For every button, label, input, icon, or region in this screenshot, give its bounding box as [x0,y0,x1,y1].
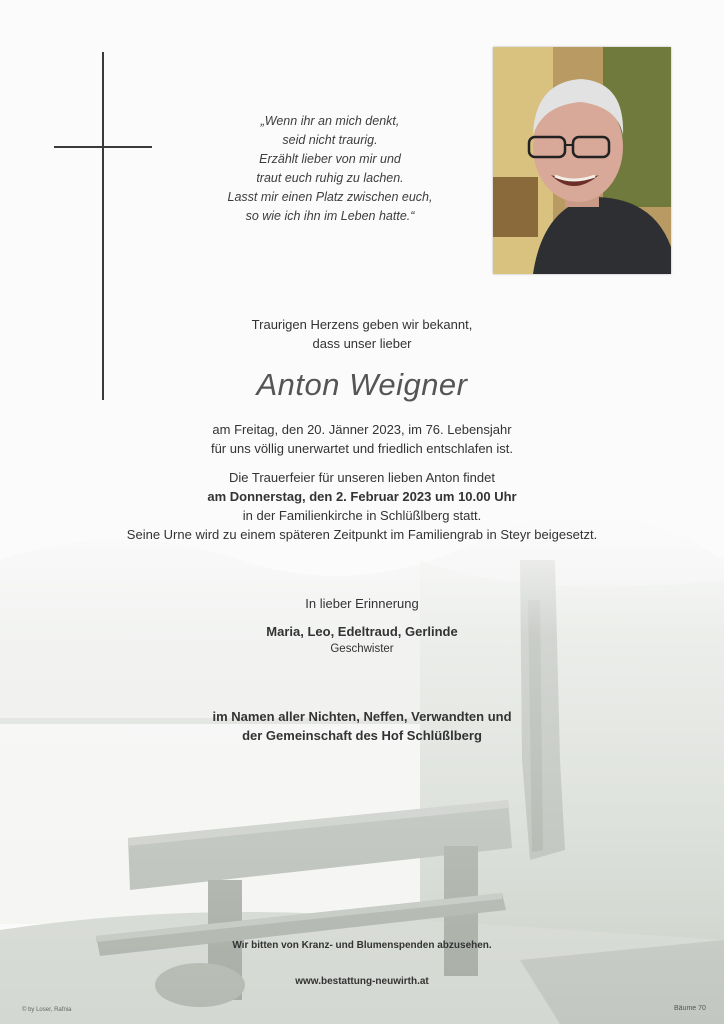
mourners-names: Maria, Leo, Edeltraud, Gerlinde [266,624,458,639]
quote-line: Erzählt lieber von mir und [259,152,401,166]
ceremony-line: Die Trauerfeier für unseren lieben Anton findet [229,470,495,485]
behalf-line: der Gemeinschaft des Hof Schlüßlberg [242,728,482,743]
template-label: Bäume 70 [674,1005,706,1012]
website-link[interactable]: www.bestattung-neuwirth.at [295,976,429,987]
photo-credit: © by Loser, Rafnia [22,1007,72,1013]
quote-line: seid nicht traurig. [282,133,378,147]
ceremony-line: in der Familienkirche in Schlüßlberg statt. [242,508,482,523]
portrait-photo [493,47,671,274]
quote-line: „Wenn ihr an mich denkt, [260,114,400,128]
cross-horizontal-bar [54,146,152,148]
quote-line: traut euch ruhig zu lachen. [256,171,404,185]
behalf-line: im Namen aller Nichten, Neffen, Verwandten und [212,709,512,724]
memory-heading: In lieber Erinnerung [305,596,419,611]
mourners-relation: Geschwister [330,643,394,655]
on-behalf-of [0,707,724,745]
ceremony-line: Seine Urne wird zu einem späteren Zeitpunkt im Familiengrab in Steyr beigesetzt. [126,527,598,542]
intro-line: Traurigen Herzens geben wir bekannt, [251,317,473,332]
donation-request: Wir bitten von Kranz- und Blumenspenden abzusehen. [232,940,492,951]
quote-line: so wie ich ihn im Leben hatte.“ [245,209,415,223]
death-details [0,420,724,458]
ceremony-details [0,468,724,544]
death-line: für uns völlig unerwartet und friedlich entschlafen ist. [210,441,514,456]
ceremony-date: am Donnerstag, den 2. Februar 2023 um 10.00 Uhr [207,489,517,504]
deceased-name: Anton Weigner [256,367,468,402]
death-line: am Freitag, den 20. Jänner 2023, im 76. Lebensjahr [212,422,512,437]
quote-line: Lasst mir einen Platz zwischen euch, [227,190,433,204]
intro-line: dass unser lieber [312,336,412,351]
announcement-intro [0,315,724,353]
memorial-quote [180,112,480,226]
